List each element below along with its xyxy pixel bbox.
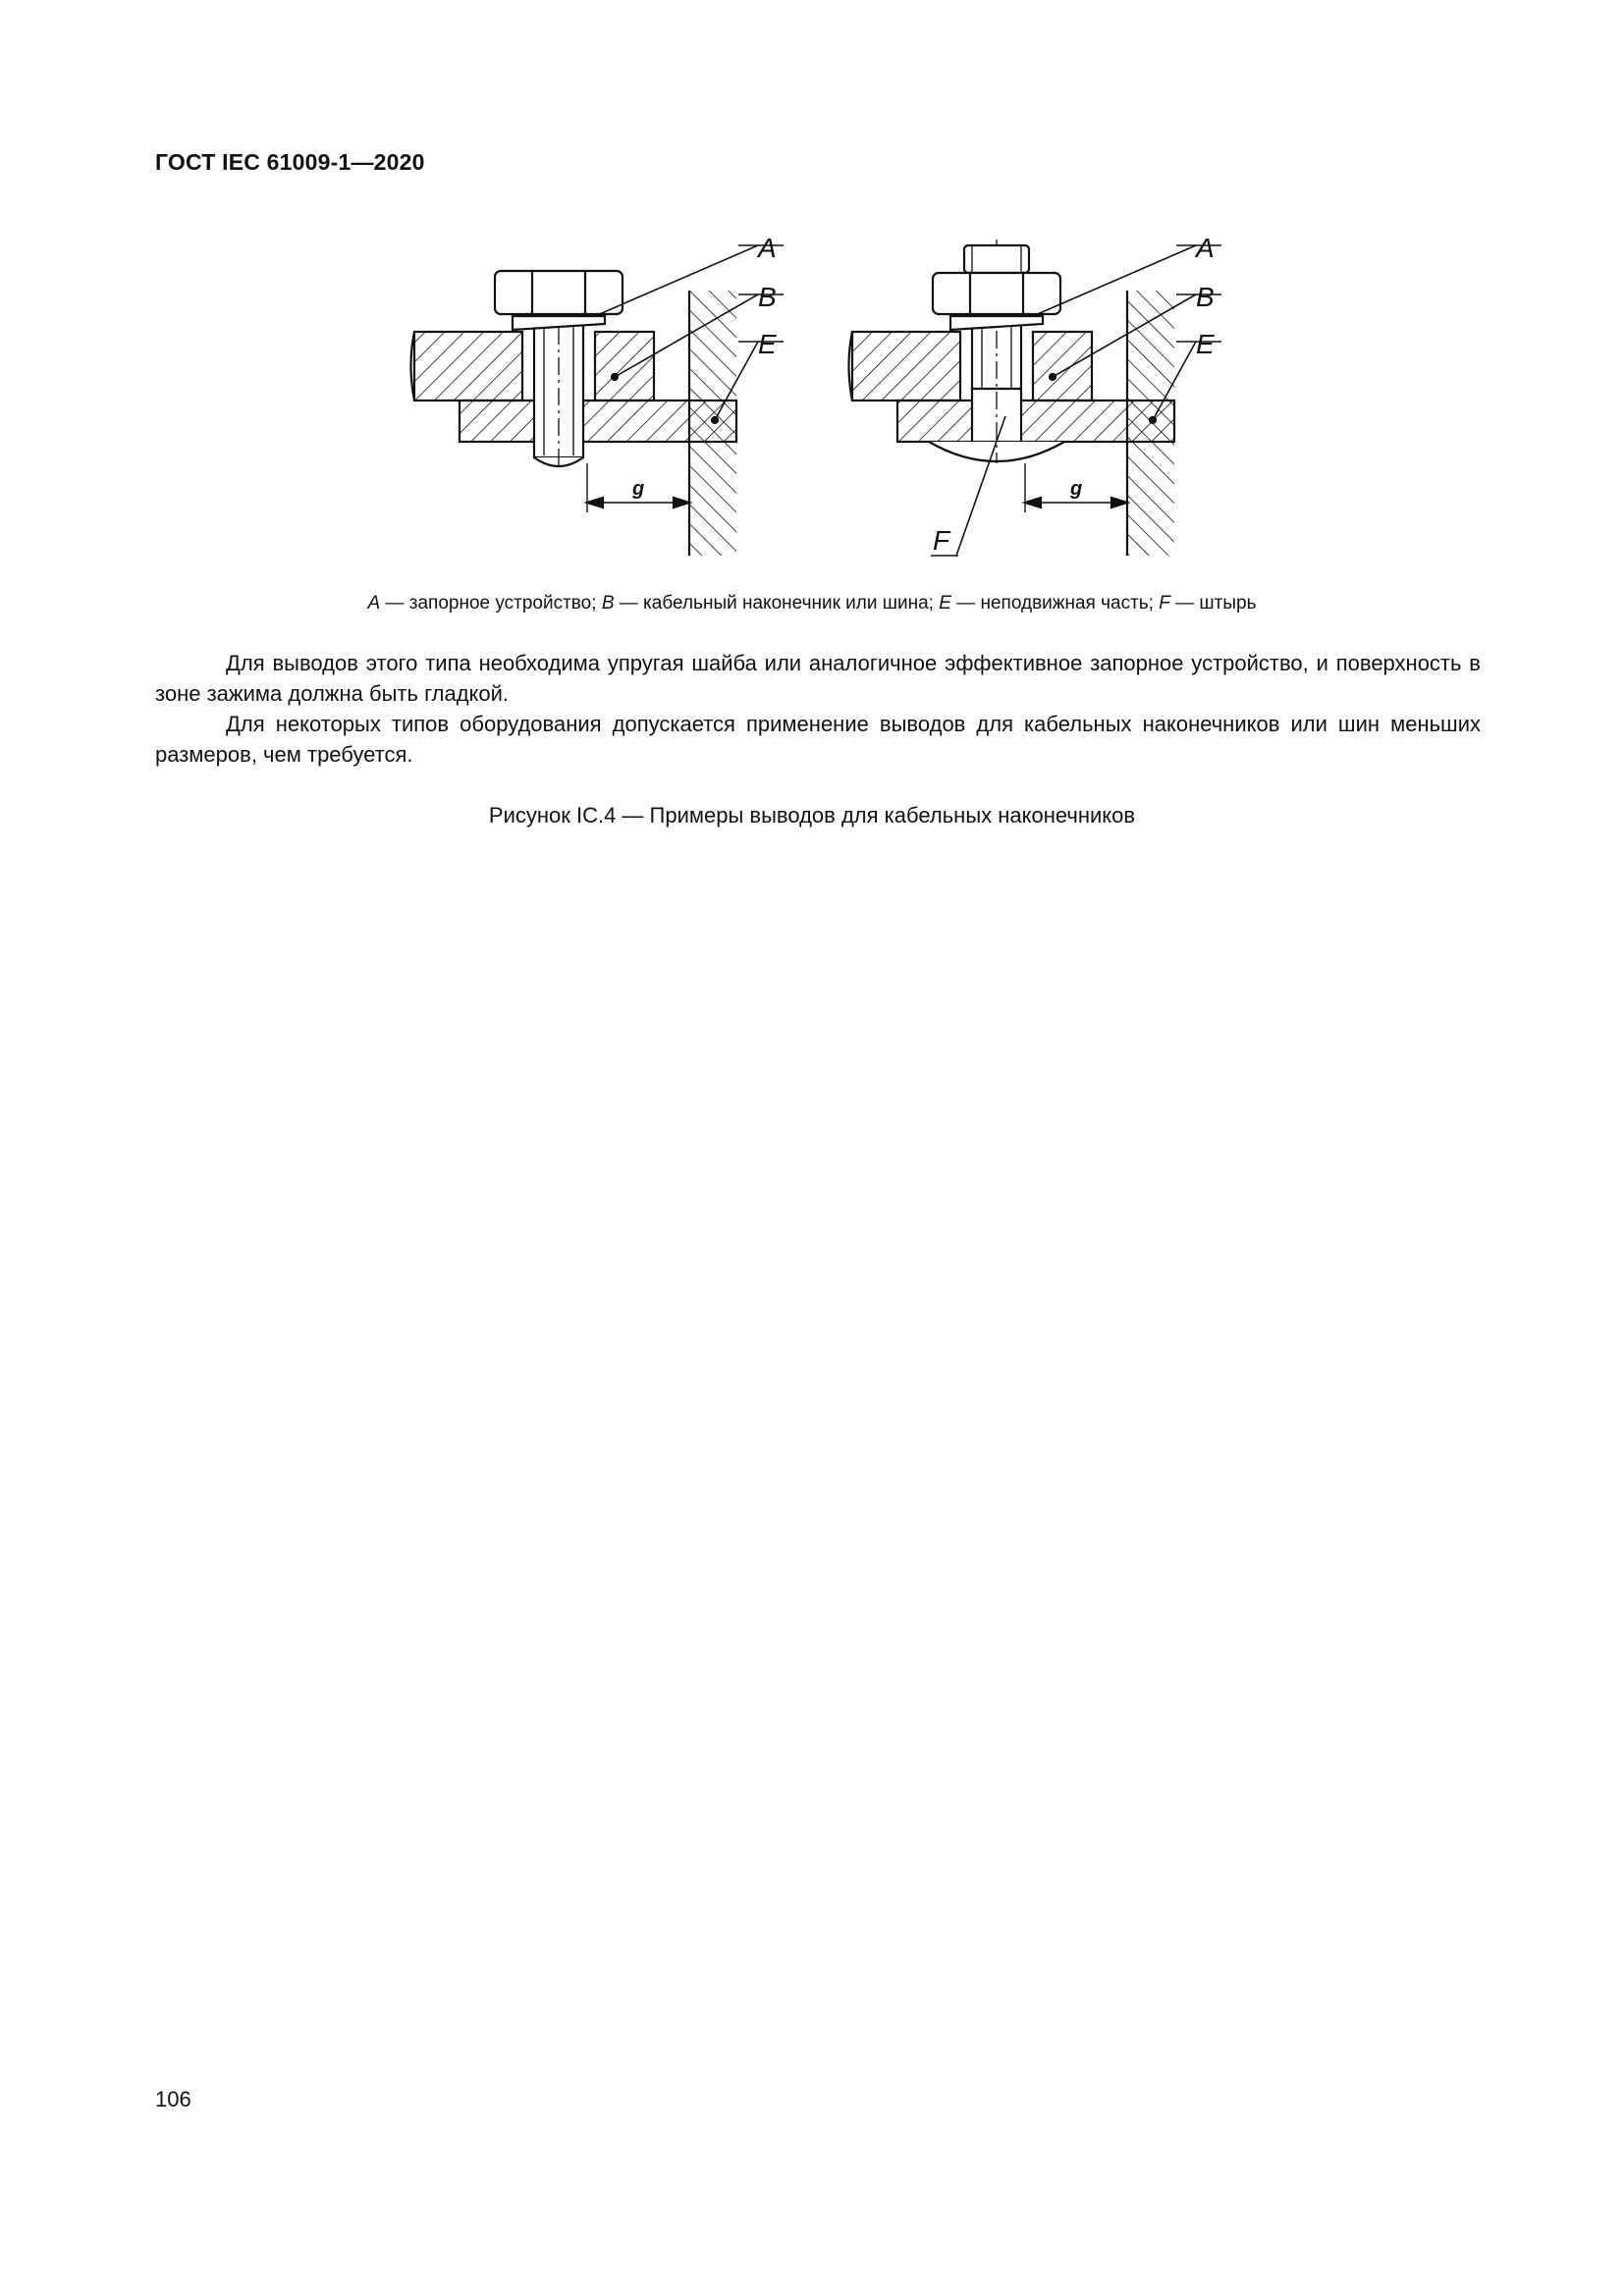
legend-item-a: A — запорное устройство;: [367, 593, 602, 614]
legend-item-e: E — неподвижная часть;: [939, 593, 1160, 614]
paragraph-smaller-sizes: Для некоторых типов оборудования допускается применение выводов для кабельных наконечников или шин меньших размеров, чем требуется.: [155, 712, 1481, 767]
left-busbar-left: [414, 332, 522, 400]
right-busbar-right: [1033, 332, 1092, 400]
right-label-f: F: [933, 525, 950, 556]
right-label-e: E: [1196, 329, 1215, 359]
body-text: [155, 648, 1481, 770]
right-label-g: g: [1070, 478, 1083, 500]
figure-title: Рисунок IC.4 — Примеры выводов для кабельных наконечников: [488, 803, 1136, 828]
right-terminal-variant: [849, 240, 1222, 556]
figure-legend: [0, 593, 1624, 614]
paragraph-washer: Для выводов этого типа необходима упругая шайба или аналогичное эффективное запорное устройство, и поверхность в зоне зажима должна быть гладкой.: [155, 651, 1481, 706]
left-terminal-variant: [411, 245, 785, 556]
left-spring-washer: [513, 316, 605, 330]
document-code-header: ГОСТ IEC 61009-1—2020: [155, 149, 425, 175]
right-label-b: B: [1196, 282, 1215, 312]
legend-item-f: F — штырь: [1159, 593, 1257, 614]
left-busbar-right: [595, 332, 654, 400]
left-label-b: B: [758, 282, 777, 312]
left-label-g: g: [632, 478, 645, 500]
left-label-e: E: [758, 329, 777, 359]
legend-item-b: B — кабельный наконечник или шина;: [601, 593, 940, 614]
terminal-drawing: [393, 228, 1237, 561]
right-stud-top: [964, 245, 1029, 273]
right-label-a: A: [1196, 233, 1215, 263]
right-spring-washer: [950, 316, 1043, 330]
page-number: 106: [155, 2087, 191, 2111]
left-bolt-head: [495, 271, 623, 314]
right-nut: [933, 273, 1060, 314]
terminal-figure: [393, 228, 1237, 561]
right-busbar-left: [852, 332, 960, 400]
left-label-a: A: [758, 233, 777, 263]
